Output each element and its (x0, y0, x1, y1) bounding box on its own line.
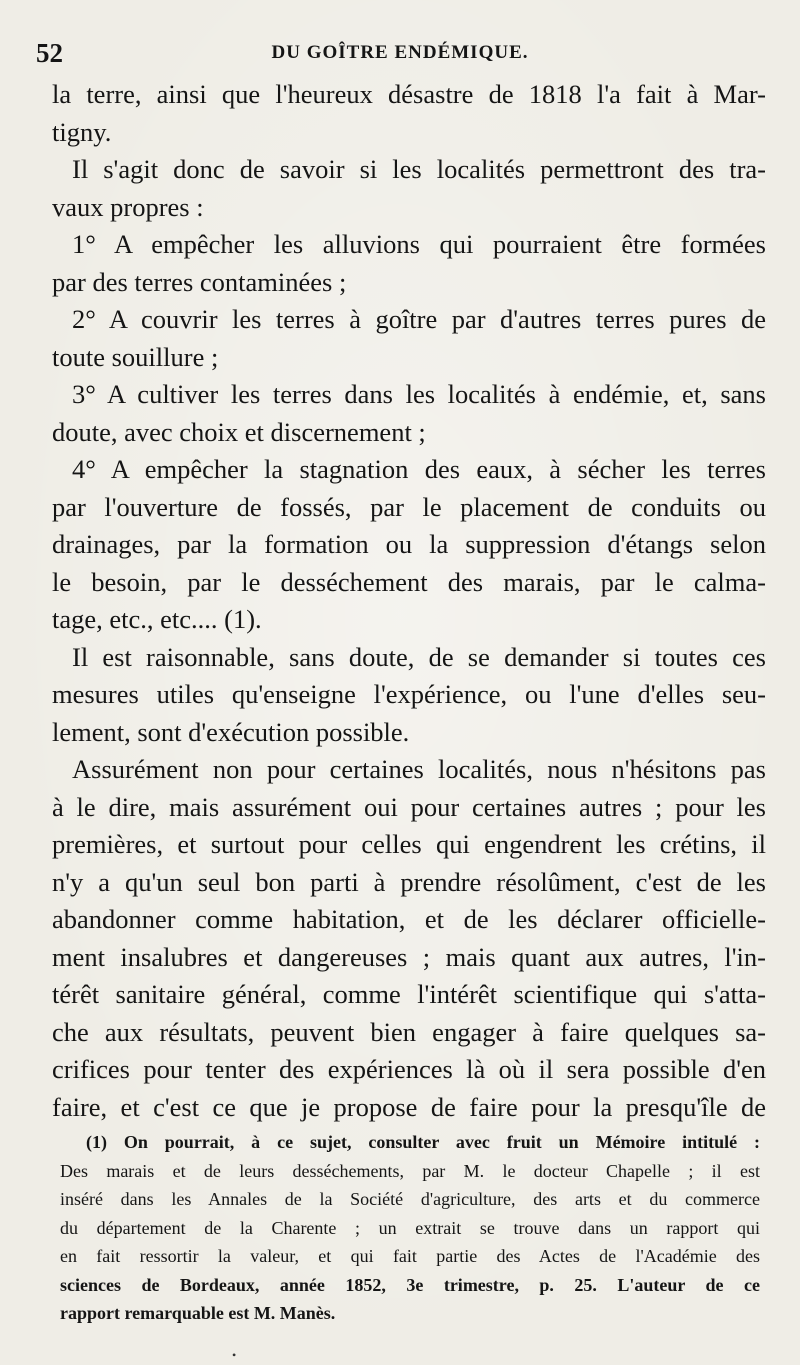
text-line: faire, et c'est ce que je propose de faire pour la presqu'île de (52, 1091, 766, 1122)
text-line: n'y a qu'un seul bon parti à prendre résolûment, c'est de les (52, 866, 766, 897)
footnote-line: du département de la Charente ; un extrait se trouve dans un rapport qui (60, 1217, 760, 1238)
text-line: à le dire, mais assurément oui pour certaines autres ; pour les (52, 791, 766, 822)
text-line: ment insalubres et dangereuses ; mais quant aux autres, l'in- (52, 941, 766, 972)
text-line: lement, sont d'exécution possible. (52, 716, 410, 747)
text-line: térêt sanitaire général, comme l'intérêt scientifique qui s'atta- (52, 979, 766, 1009)
text-line: abandonner comme habitation, et de les déclarer officielle- (52, 904, 766, 934)
text-line: premières, et surtout pour celles qui engendrent les crétins, il (52, 829, 766, 859)
text-line: 4° A empêcher la stagnation des eaux, à sécher les terres (72, 454, 766, 484)
text-line: Il est raisonnable, sans doute, de se demander si toutes ces (72, 641, 766, 672)
print-mark: • (232, 1348, 237, 1362)
text-line: tigny. (52, 116, 112, 147)
running-head (36, 38, 764, 68)
text-line: toute souillure ; (52, 341, 219, 372)
text-line: par des terres contaminées ; (52, 266, 347, 297)
chapter-title: DU GOÎTRE ENDÉMIQUE. (271, 42, 529, 63)
text-line: 1° A empêcher les alluvions qui pourraient être formées (72, 229, 766, 259)
footnote-line: Des marais et de leurs desséchements, par M. le docteur Chapelle ; il est (60, 1160, 760, 1181)
footnote-line: rapport remarquable est M. Manès. (60, 1303, 336, 1323)
text-line: vaux propres : (52, 191, 204, 222)
text-line: 2° A couvrir les terres à goître par d'autres terres pures de (72, 304, 766, 334)
text-line: doute, avec choix et discernement ; (52, 416, 426, 447)
footnote-line: (1) On pourrait, à ce sujet, consulter avec fruit un Mémoire intitulé : (86, 1132, 760, 1152)
text-line: che aux résultats, peuvent bien engager à faire quelques sa- (52, 1016, 766, 1047)
footnote-line: en fait ressortir la valeur, et qui fait partie des Actes de l'Académie des (60, 1246, 760, 1266)
text-line: crifices pour tenter des expériences là où il sera possible d'en (52, 1054, 766, 1084)
text-line: Assurément non pour certaines localités, nous n'hésitons pas (72, 754, 766, 784)
footnote (60, 1128, 760, 1328)
text-line: mesures utiles qu'enseigne l'expérience, ou l'une d'elles seu- (52, 679, 766, 709)
text-line: la terre, ainsi que l'heureux désastre de 1818 l'a fait à Mar- (52, 79, 766, 109)
text-line: par l'ouverture de fossés, par le placement de conduits ou (52, 491, 766, 522)
footnote-line: inséré dans les Annales de la Société d'agriculture, des arts et du commerce (60, 1189, 760, 1209)
text-line: tage, etc., etc.... (1). (52, 604, 262, 634)
text-line: drainages, par la formation ou la suppression d'étangs selon (52, 529, 766, 559)
footnote-line: sciences de Bordeaux, année 1852, 3e trimestre, p. 25. L'auteur de ce (60, 1274, 760, 1295)
text-line: le besoin, par le desséchement des marais, par le calma- (52, 566, 766, 597)
text-line: 3° A cultiver les terres dans les localités à endémie, et, sans (72, 379, 766, 409)
text-line: Il s'agit donc de savoir si les localités permettront des tra- (72, 154, 766, 184)
main-text (52, 76, 766, 1126)
page-number: 52 (36, 38, 63, 68)
